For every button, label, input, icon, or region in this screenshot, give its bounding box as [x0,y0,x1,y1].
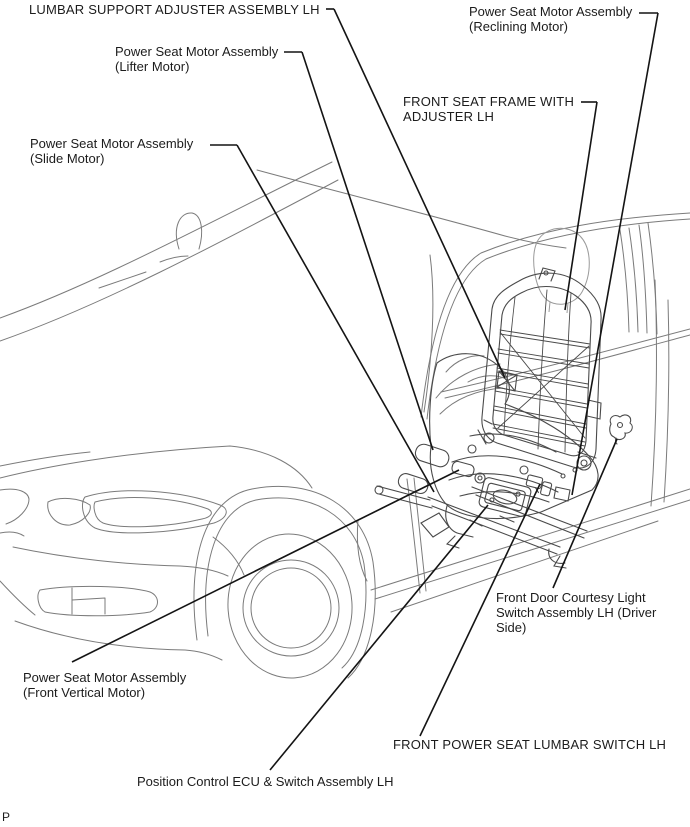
label-lifter-motor-line: Power Seat Motor Assembly [115,44,279,59]
wheel-rim [243,560,339,656]
leader-line-reclining-motor [572,13,658,495]
label-reclining-motor-line: Power Seat Motor Assembly [469,4,633,19]
leader-line-slide-motor [237,145,434,492]
leader-line-position-control-ecu [270,505,488,770]
label-front-vertical-motor-line: Power Seat Motor Assembly [23,670,187,685]
fog-lamp [38,586,158,615]
leader-line-lumbar-support-adjuster [334,9,505,378]
label-front-door-courtesy-switch-line: Front Door Courtesy Light [496,590,646,605]
label-lumbar-support-adjuster [29,2,320,17]
leader-line-front-seat-frame [565,102,597,310]
label-lumbar-support-adjuster-line: LUMBAR SUPPORT ADJUSTER ASSEMBLY LH [29,2,320,17]
label-lifter-motor-line: (Lifter Motor) [115,59,190,74]
roof-line [421,213,690,417]
courtesy-switch-part [610,415,633,444]
label-reclining-motor-line: (Reclining Motor) [469,19,568,34]
seat-back-lattice [493,290,590,452]
label-front-door-courtesy-switch [496,590,656,635]
label-slide-motor [30,136,193,166]
label-slide-motor-line: Power Seat Motor Assembly [30,136,194,151]
label-front-seat-frame-line: FRONT SEAT FRAME WITH [403,94,575,109]
label-front-power-seat-lumbar-switch-line: FRONT POWER SEAT LUMBAR SWITCH LH [393,737,667,752]
front-vertical-motor-part [451,460,475,477]
cowl-line [257,170,566,248]
hood-edge-line [0,162,332,318]
label-lifter-motor [115,44,278,74]
label-front-vertical-motor-line: (Front Vertical Motor) [23,685,146,700]
label-position-control-ecu-line: Position Control ECU & Switch Assembly LH [137,774,394,789]
front-fender [0,446,312,488]
page-footnote: P [2,810,11,824]
label-front-seat-frame-line: ADJUSTER LH [403,109,495,124]
side-mirror [176,213,201,249]
label-slide-motor-line: (Slide Motor) [30,151,105,166]
label-front-door-courtesy-switch-line: Switch Assembly LH (Driver [496,605,657,620]
label-front-door-courtesy-switch-line: Side) [496,620,527,635]
position-control-ecu-part [478,477,532,518]
label-reclining-motor [469,4,632,34]
label-position-control-ecu [137,774,393,789]
label-front-vertical-motor [23,670,186,700]
label-front-seat-frame [403,94,574,124]
leader-line-front-door-courtesy-switch [553,439,617,588]
label-front-power-seat-lumbar-switch [393,737,666,752]
seat-frame-art [375,268,632,568]
front-wheel [194,486,375,682]
